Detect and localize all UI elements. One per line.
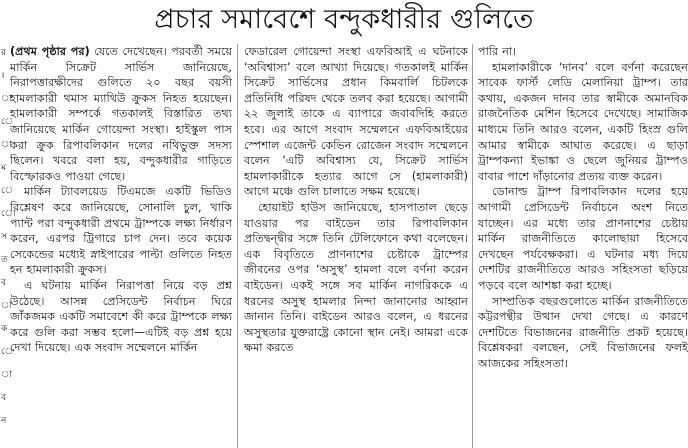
- edge-fragment: া: [1, 94, 13, 104]
- paragraph: পারি না।: [478, 45, 517, 58]
- column-divider: [472, 44, 473, 448]
- column-divider: [237, 44, 238, 448]
- paragraph: হামলাকারীকে ‘দানব’ বলে বর্ণনা করেছেন সাবেক ফার্স্ট লেডি মেলানিয়া ট্রাম্প। তার কথায়, একজন দানব তার স্বামীকে অমানবিক রাজনৈতিক মেশিন হিসেবে দেখেছে। সামাজিক মাধ্যমে তিনি আরও বলেন, একটি হিংস্র গুলি আমার স্বামীকে আঘাত করেছে। এ ছাড়া ট্রাম্পকন্যা ইভাঙ্কা ও ছেলে জুনিয়র ট্রাম্পও বাবার পাশে দাঁড়ানোর প্রত্যয় ব্যক্ত করেন।: [478, 60, 688, 183]
- paragraph: হোয়াইট হাউস জানিয়েছে, হাসপাতাল ছেড়ে যাওয়ার পর বাইডেন তার রিপাবলিকান প্রতিদ্বন্দ্বীর সঙ্গে তিনি টেলিফোনে কথা বলেছেন। এক বিবৃতিতে প্রাণনাশের চেষ্টাকে ট্রাম্পের জীবনের ওপর ‘অসুস্থ’ হামলা বলে বর্ণনা করেন বাইডেন। একই সঙ্গে সব মার্কিন নাগরিককে এ ধরনের অসুস্থ হামলার নিন্দা জানানোর আহ্বান জানান তিনি। বাইডেন আরও বলেন, এ ধরনের অসুস্থতার যুক্তরাষ্ট্রে কোনো স্থান নেই। আমরা একে ক্ষমা করতে: [244, 200, 468, 355]
- column-1: [10, 44, 232, 448]
- previous-column-edge: [0, 44, 16, 448]
- edge-fragment: ে: [1, 117, 14, 127]
- edge-fragment: ো: [1, 209, 16, 219]
- edge-fragment: ে: [1, 347, 14, 357]
- column-3: [478, 44, 688, 448]
- column-2: [244, 44, 468, 448]
- edge-fragment: ক: [1, 324, 8, 334]
- article-body: [10, 44, 688, 448]
- edge-fragment: র: [1, 48, 6, 58]
- paragraph: মার্কিন ট্যাবলয়েড টিএমজে একটি ভিডিও বিশ্লেষণ করে জানিয়েছে, সোনালি চুল, খাকি প্যান্ট পরা বন্দুকধারী প্রথমে ট্রাম্পকে লক্ষ্য নির্ধারণ করেন, এরপর ট্রিগারে চাপ দেন। তবে কয়েক সেকেন্ডের মধ্যেই স্নাইপারের পাল্টা গুলিতে নিহত হন হামলাকারী ক্রুকস।: [10, 185, 232, 277]
- edge-fragment: ।: [1, 71, 5, 81]
- edge-fragment: া: [1, 140, 13, 150]
- continuation-label: (প্রথম পৃষ্ঠার পর): [10, 45, 90, 58]
- paragraph: সাম্প্রতিক বছরগুলোতে মার্কিন রাজনীতিতে কট্টরপন্থীর উত্থান দেখা গেছে। এ কারণে দেশটিতে বিভাজনের রাজনীতি প্রকট হয়েছে। বিশ্লেষকরা বলছেন, সেই বিভাজনের ফলই আজকের সহিংসতা।: [478, 294, 688, 370]
- edge-fragment: স: [1, 232, 7, 242]
- paragraph: [10, 44, 232, 184]
- headline: প্রচার সমাবেশে বন্দুকধারীর গুলিতে: [154, 4, 534, 35]
- paragraph: ফেডারেল গোয়েন্দা সংস্থা এফবিআই এ ঘটনাকে ‘অবিশ্বাস্য’ বলে আখ্যা দিয়েছে। গতকালই মার্কিন সিক্রেট সার্ভিসের প্রধান কিমবার্লি চিটলকে প্রতিনিধি পরিষদ থেকে তলব করা হয়েছে। আগামী ২২ জুলাই তাকে এ ব্যাপারে জবাবদিহি করতে হবে। এর আগে সংবাদ সম্মেলনে এফবিআইয়ের স্পেশাল এজেন্ট কেভিন রোজেন সংবাদ সম্মেলনে বলেন ‘এটি অবিশ্বাস্য যে, সিক্রেট সার্ভিস হামলাকারীকে হত্যার আগে সে (হামলাকারী) আগে মঞ্চে গুলি চালাতে সক্ষম হয়েছে।: [244, 45, 468, 199]
- edge-fragment: ন: [1, 416, 7, 426]
- edge-fragment: ত: [1, 255, 8, 265]
- edge-fragment: া: [1, 370, 13, 380]
- paragraph: এ ঘটনায় মার্কিন নিরাপত্তা নিয়ে বড় প্রশ্ন উঠেছে। আসন্ন প্রেসিডেন্ট নির্বাচন ঘিরে জাঁকজমক একটি সমাবেশে কী করে ট্রাম্পকে লক্ষ্য করে গুলি করা সম্ভব হলো—এটিই বড় প্রশ্ন হয়ে দেখা দিয়েছে। এক সংবাদ সম্মেলনে মার্কিন: [10, 278, 232, 355]
- edge-fragment: ে: [1, 186, 14, 196]
- edge-fragment: ব: [1, 393, 7, 403]
- paragraph-text: যেতে দেখেছেন। পরবর্তী সময়ে মার্কিন সিক্রেট সার্ভিস জানিয়েছে, নিরাপত্তারক্ষীদের গুলিতে ২০ বছর বয়সী হামলাকারী থমাস ম্যাথিউ ক্রুকস নিহত হয়েছেন। হামলাকারী সম্পর্কে গতকালই বিস্তারিত তথ্য জানিয়েছে মার্কিন গোয়েন্দা সংস্থা। হাইস্কুল পাস করা ক্রুক রিপাবলিকান দলের নথিভুক্ত সদস্য ছিলেন। খবরে বলা হয়, বন্দুকধারীর গাড়িতে বিস্ফোরকও পাওয়া গেছে।: [10, 45, 232, 183]
- edge-fragment: ব: [1, 278, 7, 288]
- edge-fragment: ম: [1, 163, 6, 173]
- paragraph: ডোনাল্ড ট্রাম্প রিপাবলিকান দলের হয়ে আগামী প্রেসিডেন্ট নির্বাচনে অংশ নিতে যাচ্ছেন। এর মধ্যে তার প্রাণনাশের চেষ্টায় মার্কিন রাজনীতিতে কালোছায়া হিসেবে দেখছেন পর্যবেক্ষকরা। এ ঘটনার মধ্য দিয়ে দেশটির রাজনীতিতে আরও সহিংসতা ছড়িয়ে পড়বে বলে আশঙ্কা করা হচ্ছে।: [478, 185, 688, 292]
- edge-fragment: া: [1, 301, 13, 311]
